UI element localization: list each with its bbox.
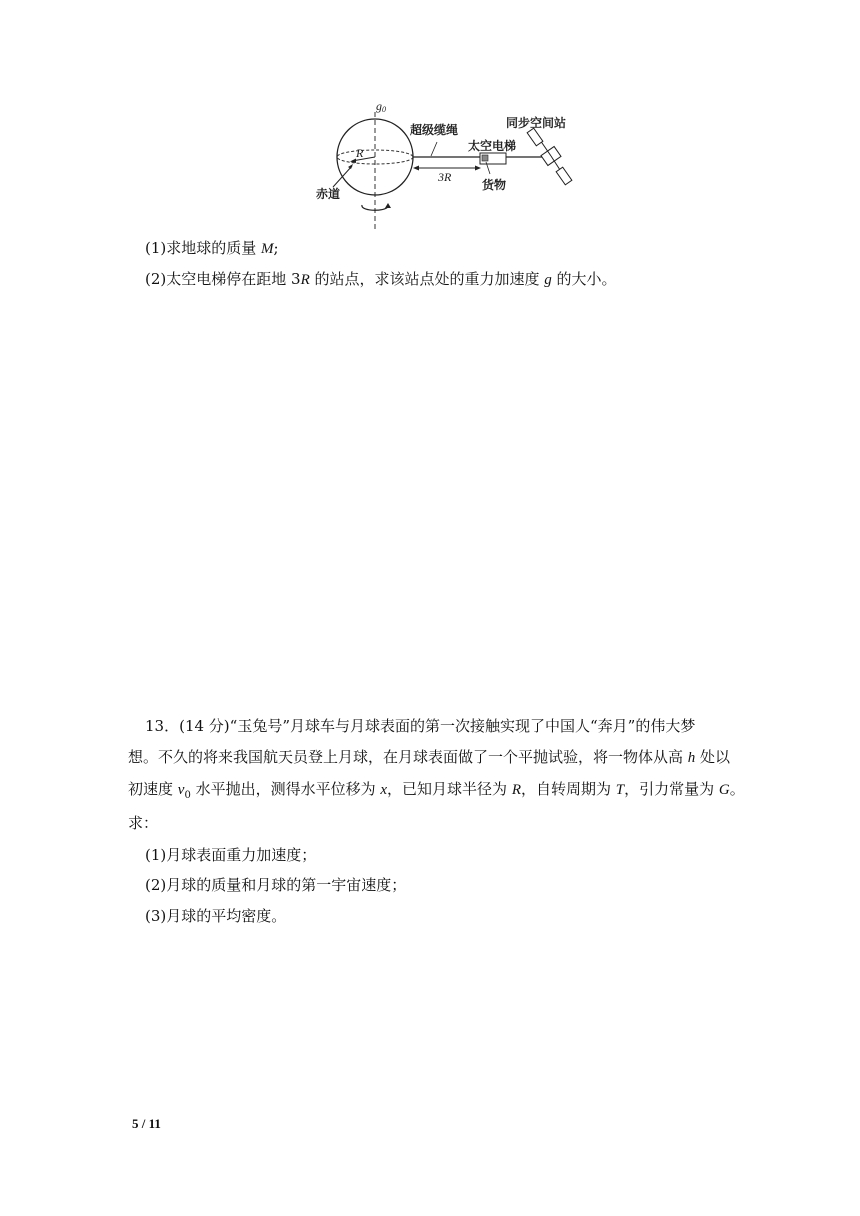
distance-label: 3R: [438, 170, 452, 184]
q12-sub1: (1)求地球的质量 M;: [145, 239, 279, 257]
cable-label-leader: [431, 142, 437, 156]
q12-sub2: (2)太空电梯停在距地 3R 的站点，求该站点处的重力加速度 g 的大小。: [145, 270, 617, 288]
q13-sub3: (3)月球的平均密度。: [145, 907, 287, 925]
equator-label: 赤道: [316, 187, 341, 201]
q13-sub1: (1)月球表面重力加速度；: [145, 846, 317, 864]
space-elevator-diagram: [300, 100, 600, 235]
g0-label: g0: [376, 100, 386, 114]
q13-line2: 想。不久的将来我国航天员登上月球，在月球表面做了一个平抛试验，将一物体从高 h 处以: [128, 748, 731, 766]
page-number: 5 / 11: [132, 1116, 161, 1131]
cargo-box: [482, 155, 488, 161]
equator-pointer: [333, 166, 352, 187]
q13-line4: 求：: [128, 814, 159, 832]
station-label: 同步空间站: [506, 116, 567, 130]
q13-line1: 13．(14 分)“玉兔号”月球车与月球表面的第一次接触实现了中国人“奔月”的伟大梦: [145, 717, 696, 735]
cable-label: 超级缆绳: [410, 123, 459, 137]
elevator-label: 太空电梯: [468, 139, 517, 153]
q13-sub2: (2)月球的质量和月球的第一宇宙速度；: [145, 876, 407, 894]
q13-line3: 初速度 $v_0$ 水平抛出，测得水平位移为 x，已知月球半径为 R，自转周期为 T，引力常量为 G。: [128, 780, 745, 801]
cargo-label: 货物: [482, 178, 507, 192]
radius-label: R: [356, 146, 364, 160]
